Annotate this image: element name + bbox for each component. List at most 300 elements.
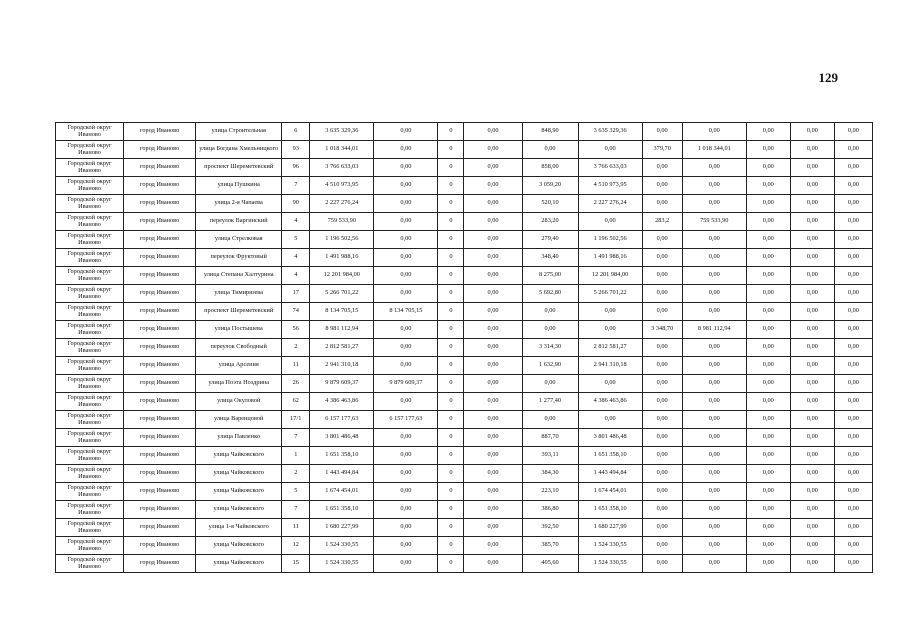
table-cell: 0,00 bbox=[642, 195, 682, 213]
table-cell: 0,00 bbox=[464, 267, 522, 285]
table-cell: 0,00 bbox=[834, 267, 872, 285]
table-cell: 0 bbox=[438, 501, 464, 519]
table-cell: 0,00 bbox=[834, 123, 872, 141]
table-cell: 0,00 bbox=[642, 303, 682, 321]
table-cell: 0,00 bbox=[834, 447, 872, 465]
table-cell: 5 266 701,22 bbox=[310, 285, 374, 303]
table-cell: 0,00 bbox=[834, 159, 872, 177]
table-cell: Городской округ Иваново bbox=[56, 231, 124, 249]
table-cell: 0,00 bbox=[746, 483, 790, 501]
table-cell: 0,00 bbox=[374, 447, 438, 465]
table-cell: 0,00 bbox=[682, 501, 746, 519]
table-cell: 0,00 bbox=[834, 177, 872, 195]
table-cell: 0,00 bbox=[464, 177, 522, 195]
table-cell: 759 533,90 bbox=[682, 213, 746, 231]
table-cell: переулок Фруктовый bbox=[196, 249, 282, 267]
table-cell: 0 bbox=[438, 303, 464, 321]
table-row bbox=[56, 537, 873, 555]
table-cell: Городской округ Иваново bbox=[56, 249, 124, 267]
table-cell: улица Пушкина bbox=[196, 177, 282, 195]
table-cell: Городской округ Иваново bbox=[56, 213, 124, 231]
table-cell: 0,00 bbox=[834, 231, 872, 249]
table-cell: 0,00 bbox=[464, 429, 522, 447]
table-cell: 0,00 bbox=[790, 159, 834, 177]
table-cell: 0,00 bbox=[790, 249, 834, 267]
table-cell: 0 bbox=[438, 249, 464, 267]
table-cell: 12 201 984,00 bbox=[310, 267, 374, 285]
table-cell: 0,00 bbox=[746, 141, 790, 159]
table-cell: 0,00 bbox=[682, 123, 746, 141]
table-cell: 0,00 bbox=[682, 267, 746, 285]
table-cell: 0 bbox=[438, 141, 464, 159]
table-cell: 0,00 bbox=[642, 501, 682, 519]
table-row bbox=[56, 249, 873, 267]
table-cell: город Иваново bbox=[124, 501, 196, 519]
table-cell: 8 275,00 bbox=[522, 267, 578, 285]
table-cell: Городской округ Иваново bbox=[56, 375, 124, 393]
table-row bbox=[56, 483, 873, 501]
table-cell: 0,00 bbox=[374, 501, 438, 519]
table-cell: 0,00 bbox=[746, 555, 790, 573]
table-cell: 0 bbox=[438, 411, 464, 429]
table-cell: 1 491 988,16 bbox=[578, 249, 642, 267]
table-cell: переулок Варгинский bbox=[196, 213, 282, 231]
table-cell: 0,00 bbox=[746, 411, 790, 429]
table-cell: город Иваново bbox=[124, 339, 196, 357]
table-cell: 0,00 bbox=[464, 357, 522, 375]
table-cell: 0,00 bbox=[464, 411, 522, 429]
table-cell: 0,00 bbox=[374, 231, 438, 249]
table-row bbox=[56, 213, 873, 231]
table-cell: 0,00 bbox=[522, 141, 578, 159]
table-cell: 1 524 330,55 bbox=[310, 537, 374, 555]
table-cell: 0,00 bbox=[642, 339, 682, 357]
table-cell: улица Степана Халтурина bbox=[196, 267, 282, 285]
table-cell: 0 bbox=[438, 465, 464, 483]
data-table-container bbox=[55, 122, 873, 573]
table-cell: улица Богдана Хмельницкого bbox=[196, 141, 282, 159]
table-cell: 0,00 bbox=[642, 429, 682, 447]
table-cell: улица Строительная bbox=[196, 123, 282, 141]
table-cell: город Иваново bbox=[124, 375, 196, 393]
table-body bbox=[56, 123, 873, 573]
table-cell: город Иваново bbox=[124, 393, 196, 411]
table-cell: 0,00 bbox=[464, 159, 522, 177]
table-cell: 0,00 bbox=[374, 519, 438, 537]
table-cell: 0,00 bbox=[834, 249, 872, 267]
table-cell: улица Чайковского bbox=[196, 537, 282, 555]
table-cell: переулок Свободный bbox=[196, 339, 282, 357]
table-cell: 0,00 bbox=[374, 537, 438, 555]
table-cell: город Иваново bbox=[124, 267, 196, 285]
table-cell: 0 bbox=[438, 285, 464, 303]
table-cell: Городской округ Иваново bbox=[56, 519, 124, 537]
table-cell: 887,70 bbox=[522, 429, 578, 447]
table-cell: 0,00 bbox=[464, 465, 522, 483]
table-cell: 0,00 bbox=[642, 159, 682, 177]
table-cell: 0,00 bbox=[790, 429, 834, 447]
table-row bbox=[56, 447, 873, 465]
table-cell: 0,00 bbox=[374, 357, 438, 375]
table-cell: 12 201 984,00 bbox=[578, 267, 642, 285]
table-cell: Городской округ Иваново bbox=[56, 177, 124, 195]
table-cell: Городской округ Иваново bbox=[56, 447, 124, 465]
table-cell: 0,00 bbox=[682, 393, 746, 411]
table-cell: 0 bbox=[438, 177, 464, 195]
table-cell: 0,00 bbox=[464, 285, 522, 303]
table-cell: 0,00 bbox=[790, 267, 834, 285]
table-cell: 0 bbox=[438, 195, 464, 213]
table-cell: 1 651 358,10 bbox=[310, 447, 374, 465]
table-row bbox=[56, 375, 873, 393]
table-cell: 0,00 bbox=[464, 339, 522, 357]
table-cell: 0,00 bbox=[642, 357, 682, 375]
table-cell: город Иваново bbox=[124, 213, 196, 231]
table-cell: 11 bbox=[282, 519, 310, 537]
table-cell: Городской округ Иваново bbox=[56, 537, 124, 555]
table-cell: 0,00 bbox=[834, 411, 872, 429]
table-cell: 3 314,30 bbox=[522, 339, 578, 357]
table-cell: 2 941 310,18 bbox=[578, 357, 642, 375]
table-cell: 4 510 973,95 bbox=[310, 177, 374, 195]
table-cell: 0,00 bbox=[790, 555, 834, 573]
table-cell: 0,00 bbox=[834, 483, 872, 501]
table-cell: 17 bbox=[282, 285, 310, 303]
table-cell: 5 266 701,22 bbox=[578, 285, 642, 303]
table-cell: 0,00 bbox=[578, 411, 642, 429]
table-cell: 1 443 494,84 bbox=[578, 465, 642, 483]
table-cell: 1 196 502,56 bbox=[578, 231, 642, 249]
table-cell: 74 bbox=[282, 303, 310, 321]
table-cell: 0,00 bbox=[790, 357, 834, 375]
table-cell: 8 981 112,94 bbox=[682, 321, 746, 339]
table-cell: 1 651 358,10 bbox=[578, 501, 642, 519]
table-cell: 0,00 bbox=[746, 375, 790, 393]
table-cell: Городской округ Иваново bbox=[56, 483, 124, 501]
table-cell: 0,00 bbox=[464, 213, 522, 231]
table-cell: 0,00 bbox=[834, 321, 872, 339]
table-cell: 0,00 bbox=[464, 447, 522, 465]
table-row bbox=[56, 159, 873, 177]
table-cell: 0,00 bbox=[682, 483, 746, 501]
table-cell: 4 510 973,95 bbox=[578, 177, 642, 195]
table-cell: 0,00 bbox=[374, 249, 438, 267]
table-cell: 0,00 bbox=[682, 159, 746, 177]
table-cell: 0,00 bbox=[464, 141, 522, 159]
table-row bbox=[56, 411, 873, 429]
table-cell: 520,10 bbox=[522, 195, 578, 213]
table-cell: город Иваново bbox=[124, 555, 196, 573]
table-row bbox=[56, 123, 873, 141]
table-cell: 0,00 bbox=[790, 195, 834, 213]
table-cell: 0,00 bbox=[834, 303, 872, 321]
table-cell: улица Стрелковая bbox=[196, 231, 282, 249]
table-cell: город Иваново bbox=[124, 465, 196, 483]
table-cell: 0 bbox=[438, 483, 464, 501]
table-cell: 0,00 bbox=[746, 303, 790, 321]
table-cell: 0,00 bbox=[642, 411, 682, 429]
table-cell: 7 bbox=[282, 429, 310, 447]
page-number: 129 bbox=[818, 70, 838, 85]
table-cell: 0,00 bbox=[642, 123, 682, 141]
table-cell: 93 bbox=[282, 141, 310, 159]
table-cell: 0,00 bbox=[682, 357, 746, 375]
table-cell: 0,00 bbox=[642, 447, 682, 465]
table-cell: улица Чайковского bbox=[196, 465, 282, 483]
table-cell: 0,00 bbox=[834, 213, 872, 231]
table-cell: 0,00 bbox=[522, 411, 578, 429]
table-cell: 385,70 bbox=[522, 537, 578, 555]
table-cell: 0,00 bbox=[834, 285, 872, 303]
table-cell: Городской округ Иваново bbox=[56, 357, 124, 375]
table-cell: 0 bbox=[438, 339, 464, 357]
table-cell: 15 bbox=[282, 555, 310, 573]
table-cell: 1 018 344,01 bbox=[682, 141, 746, 159]
table-cell: 0,00 bbox=[746, 195, 790, 213]
table-cell: город Иваново bbox=[124, 411, 196, 429]
table-cell: 0,00 bbox=[374, 465, 438, 483]
table-cell: Городской округ Иваново bbox=[56, 501, 124, 519]
table-cell: 0,00 bbox=[374, 393, 438, 411]
table-cell: 0 bbox=[438, 537, 464, 555]
table-cell: 0,00 bbox=[642, 483, 682, 501]
table-cell: 0,00 bbox=[464, 483, 522, 501]
table-cell: 0,00 bbox=[682, 249, 746, 267]
table-row bbox=[56, 285, 873, 303]
table-cell: 0,00 bbox=[374, 267, 438, 285]
table-row bbox=[56, 429, 873, 447]
table-cell: 6 bbox=[282, 123, 310, 141]
table-cell: 392,50 bbox=[522, 519, 578, 537]
table-row bbox=[56, 519, 873, 537]
table-cell: 2 812 581,27 bbox=[310, 339, 374, 357]
table-cell: 0 bbox=[438, 393, 464, 411]
table-cell: 4 bbox=[282, 213, 310, 231]
table-cell: 0,00 bbox=[790, 303, 834, 321]
table-cell: 0,00 bbox=[374, 555, 438, 573]
table-cell: 0,00 bbox=[834, 393, 872, 411]
table-cell: 0,00 bbox=[790, 123, 834, 141]
table-cell: улица Поэта Ноздрина bbox=[196, 375, 282, 393]
table-cell: 0,00 bbox=[790, 519, 834, 537]
table-cell: 2 941 310,18 bbox=[310, 357, 374, 375]
table-cell: 0,00 bbox=[642, 177, 682, 195]
table-cell: 0,00 bbox=[790, 537, 834, 555]
table-cell: 1 277,40 bbox=[522, 393, 578, 411]
table-cell: город Иваново bbox=[124, 159, 196, 177]
table-cell: 0 bbox=[438, 123, 464, 141]
table-cell: 0 bbox=[438, 375, 464, 393]
table-cell: 96 bbox=[282, 159, 310, 177]
table-cell: 5 692,80 bbox=[522, 285, 578, 303]
table-cell: 1 651 358,10 bbox=[310, 501, 374, 519]
table-cell: 0,00 bbox=[374, 483, 438, 501]
table-cell: 9 879 609,37 bbox=[374, 375, 438, 393]
table-cell: 0 bbox=[438, 267, 464, 285]
table-cell: 0,00 bbox=[464, 195, 522, 213]
table-cell: 4 bbox=[282, 249, 310, 267]
table-cell: 0,00 bbox=[464, 321, 522, 339]
table-cell: 1 680 227,99 bbox=[310, 519, 374, 537]
table-cell: 0,00 bbox=[834, 537, 872, 555]
table-cell: 0,00 bbox=[682, 195, 746, 213]
table-cell: улица Чайковского bbox=[196, 447, 282, 465]
table-cell: город Иваново bbox=[124, 519, 196, 537]
table-cell: 0,00 bbox=[522, 321, 578, 339]
table-cell: 0,00 bbox=[374, 429, 438, 447]
table-cell: 0,00 bbox=[682, 177, 746, 195]
table-cell: 0,00 bbox=[374, 123, 438, 141]
table-cell: 0,00 bbox=[834, 519, 872, 537]
table-cell: 0,00 bbox=[522, 303, 578, 321]
table-cell: 5 bbox=[282, 231, 310, 249]
table-cell: 0,00 bbox=[790, 447, 834, 465]
table-cell: 0,00 bbox=[834, 429, 872, 447]
table-cell: 0,00 bbox=[682, 285, 746, 303]
table-cell: 0,00 bbox=[578, 321, 642, 339]
table-cell: 0,00 bbox=[642, 375, 682, 393]
table-cell: Городской округ Иваново bbox=[56, 465, 124, 483]
table-cell: 4 386 463,86 bbox=[578, 393, 642, 411]
table-cell: улица Чайковского bbox=[196, 483, 282, 501]
table-cell: 0,00 bbox=[746, 393, 790, 411]
table-cell: 0,00 bbox=[790, 501, 834, 519]
table-cell: 0,00 bbox=[682, 465, 746, 483]
table-cell: Городской округ Иваново bbox=[56, 429, 124, 447]
table-cell: улица 2-я Чапаева bbox=[196, 195, 282, 213]
table-cell: 0,00 bbox=[464, 555, 522, 573]
table-cell: 0,00 bbox=[746, 321, 790, 339]
table-cell: Городской округ Иваново bbox=[56, 321, 124, 339]
table-cell: 0,00 bbox=[682, 429, 746, 447]
table-row bbox=[56, 177, 873, 195]
table-cell: город Иваново bbox=[124, 231, 196, 249]
table-cell: 0,00 bbox=[790, 411, 834, 429]
table-cell: 0,00 bbox=[374, 321, 438, 339]
table-cell: 0,00 bbox=[746, 249, 790, 267]
table-cell: город Иваново bbox=[124, 447, 196, 465]
table-cell: 3 801 486,48 bbox=[310, 429, 374, 447]
table-cell: 0,00 bbox=[642, 267, 682, 285]
table-row bbox=[56, 141, 873, 159]
table-cell: 0,00 bbox=[464, 123, 522, 141]
table-cell: 858,00 bbox=[522, 159, 578, 177]
table-cell: 0,00 bbox=[746, 285, 790, 303]
table-cell: 848,90 bbox=[522, 123, 578, 141]
table-cell: 2 bbox=[282, 339, 310, 357]
table-cell: 0,00 bbox=[746, 501, 790, 519]
table-cell: 0,00 bbox=[578, 141, 642, 159]
table-cell: 0,00 bbox=[746, 123, 790, 141]
table-cell: Городской округ Иваново bbox=[56, 303, 124, 321]
table-cell: 9 879 609,37 bbox=[310, 375, 374, 393]
table-cell: город Иваново bbox=[124, 177, 196, 195]
table-cell: 348,40 bbox=[522, 249, 578, 267]
table-cell: 0,00 bbox=[746, 429, 790, 447]
table-cell: 0,00 bbox=[642, 231, 682, 249]
table-cell: 0,00 bbox=[642, 537, 682, 555]
table-cell: 6 157 177,63 bbox=[374, 411, 438, 429]
table-cell: 0,00 bbox=[642, 285, 682, 303]
table-cell: 0,00 bbox=[746, 447, 790, 465]
table-cell: 0,00 bbox=[746, 339, 790, 357]
table-cell: 0 bbox=[438, 519, 464, 537]
table-cell: Городской округ Иваново bbox=[56, 339, 124, 357]
table-cell: 17/1 bbox=[282, 411, 310, 429]
table-cell: 0,00 bbox=[682, 231, 746, 249]
table-cell: 6 157 177,63 bbox=[310, 411, 374, 429]
table-cell: 0,00 bbox=[642, 519, 682, 537]
table-cell: 279,40 bbox=[522, 231, 578, 249]
table-cell: город Иваново bbox=[124, 357, 196, 375]
table-cell: улица Постышева bbox=[196, 321, 282, 339]
table-cell: 1 674 454,01 bbox=[310, 483, 374, 501]
table-cell: 0,00 bbox=[746, 519, 790, 537]
table-cell: Городской округ Иваново bbox=[56, 411, 124, 429]
table-cell: город Иваново bbox=[124, 321, 196, 339]
table-row bbox=[56, 231, 873, 249]
table-cell: 0,00 bbox=[746, 267, 790, 285]
table-cell: 1 651 358,10 bbox=[578, 447, 642, 465]
table-cell: Городской округ Иваново bbox=[56, 123, 124, 141]
table-row bbox=[56, 195, 873, 213]
table-cell: 4 bbox=[282, 267, 310, 285]
table-cell: 3 801 486,48 bbox=[578, 429, 642, 447]
table-cell: 0 bbox=[438, 429, 464, 447]
table-cell: 1 524 330,55 bbox=[578, 555, 642, 573]
table-cell: 12 bbox=[282, 537, 310, 555]
table-cell: 1 bbox=[282, 447, 310, 465]
table-cell: 0 bbox=[438, 555, 464, 573]
table-cell: 0,00 bbox=[464, 375, 522, 393]
table-cell: 0,00 bbox=[374, 141, 438, 159]
table-cell: 8 134 705,15 bbox=[374, 303, 438, 321]
table-cell: 1 674 454,01 bbox=[578, 483, 642, 501]
table-cell: 0,00 bbox=[746, 537, 790, 555]
table-cell: 0,00 bbox=[374, 177, 438, 195]
table-cell: 2 bbox=[282, 465, 310, 483]
table-cell: 8 134 705,15 bbox=[310, 303, 374, 321]
table-cell: 1 632,90 bbox=[522, 357, 578, 375]
table-cell: 379,70 bbox=[642, 141, 682, 159]
table-cell: 0,00 bbox=[464, 537, 522, 555]
table-cell: 283,2 bbox=[642, 213, 682, 231]
table-cell: 0 bbox=[438, 231, 464, 249]
table-cell: Городской округ Иваново bbox=[56, 393, 124, 411]
table-cell: 0,00 bbox=[834, 555, 872, 573]
table-cell: 0,00 bbox=[682, 519, 746, 537]
table-cell: 1 196 502,56 bbox=[310, 231, 374, 249]
table-cell: 0,00 bbox=[790, 393, 834, 411]
table-cell: 0,00 bbox=[374, 213, 438, 231]
table-cell: 0,00 bbox=[834, 501, 872, 519]
table-cell: город Иваново bbox=[124, 195, 196, 213]
table-row bbox=[56, 465, 873, 483]
table-cell: 1 680 227,99 bbox=[578, 519, 642, 537]
table-cell: 3 348,70 bbox=[642, 321, 682, 339]
table-cell: 7 bbox=[282, 177, 310, 195]
table-row bbox=[56, 267, 873, 285]
table-cell: 0,00 bbox=[682, 537, 746, 555]
table-cell: 3 059,20 bbox=[522, 177, 578, 195]
table-cell: город Иваново bbox=[124, 249, 196, 267]
table-cell: 0,00 bbox=[682, 375, 746, 393]
table-cell: город Иваново bbox=[124, 141, 196, 159]
data-table bbox=[55, 122, 873, 573]
table-cell: 0,00 bbox=[834, 375, 872, 393]
table-cell: 0,00 bbox=[642, 393, 682, 411]
table-cell: 0,00 bbox=[374, 195, 438, 213]
